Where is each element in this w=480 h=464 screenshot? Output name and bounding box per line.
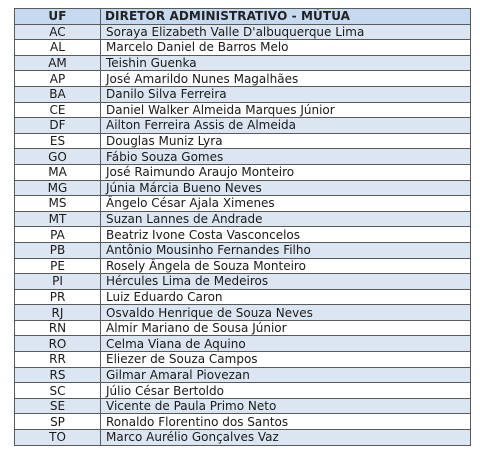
table-row	[15, 336, 471, 352]
directors-table	[14, 8, 471, 446]
state-code-cell: AL	[15, 40, 101, 56]
state-code-cell: RJ	[15, 305, 101, 321]
director-name-cell: José Raimundo Araujo Monteiro	[101, 164, 471, 180]
director-name-cell: Osvaldo Henrique de Souza Neves	[101, 305, 471, 321]
state-code-cell: RS	[15, 367, 101, 383]
state-code-cell: SP	[15, 414, 101, 430]
table-row	[15, 320, 471, 336]
table-row	[15, 367, 471, 383]
table-row	[15, 242, 471, 258]
state-code-cell: GO	[15, 149, 101, 165]
director-name-cell: Marcelo Daniel de Barros Melo	[101, 40, 471, 56]
state-code-cell: RN	[15, 320, 101, 336]
table-row	[15, 398, 471, 414]
table-row	[15, 102, 471, 118]
state-code-cell: AC	[15, 24, 101, 40]
director-name-cell: Vicente de Paula Primo Neto	[101, 398, 471, 414]
director-name-cell: Hércules Lima de Medeiros	[101, 274, 471, 290]
table-row	[15, 430, 471, 446]
state-code-cell: RO	[15, 336, 101, 352]
director-name-cell: Suzan Lannes de Andrade	[101, 211, 471, 227]
table-row	[15, 164, 471, 180]
table-row	[15, 24, 471, 40]
state-code-cell: PI	[15, 274, 101, 290]
director-name-cell: Ailton Ferreira Assis de Almeida	[101, 118, 471, 134]
state-code-cell: SE	[15, 398, 101, 414]
director-name-cell: José Amarildo Nunes Magalhães	[101, 71, 471, 87]
state-code-cell: TO	[15, 430, 101, 446]
director-name-cell: Daniel Walker Almeida Marques Júnior	[101, 102, 471, 118]
state-code-cell: DF	[15, 118, 101, 134]
table-row	[15, 211, 471, 227]
state-code-cell: BA	[15, 86, 101, 102]
table-row	[15, 289, 471, 305]
table-row	[15, 305, 471, 321]
table-row	[15, 55, 471, 71]
director-name-cell: Júnia Márcia Bueno Neves	[101, 180, 471, 196]
director-name-cell: Celma Viana de Aquino	[101, 336, 471, 352]
table-row	[15, 133, 471, 149]
table-row	[15, 71, 471, 87]
table-row	[15, 352, 471, 368]
state-code-cell: MA	[15, 164, 101, 180]
state-code-cell: MG	[15, 180, 101, 196]
header-row	[15, 9, 471, 25]
state-code-cell: RR	[15, 352, 101, 368]
director-name-cell: Ângelo César Ajala Ximenes	[101, 196, 471, 212]
table-row	[15, 86, 471, 102]
state-code-cell: AP	[15, 71, 101, 87]
state-code-cell: MS	[15, 196, 101, 212]
table-row	[15, 40, 471, 56]
column-header-uf: UF	[15, 9, 101, 25]
table-row	[15, 227, 471, 243]
director-name-cell: Beatriz Ivone Costa Vasconcelos	[101, 227, 471, 243]
director-name-cell: Eliezer de Souza Campos	[101, 352, 471, 368]
director-name-cell: Fábio Souza Gomes	[101, 149, 471, 165]
table-row	[15, 118, 471, 134]
director-name-cell: Luiz Eduardo Caron	[101, 289, 471, 305]
director-name-cell: Teishin Guenka	[101, 55, 471, 71]
state-code-cell: AM	[15, 55, 101, 71]
table-row	[15, 180, 471, 196]
director-name-cell: Almir Mariano de Sousa Júnior	[101, 320, 471, 336]
table-row	[15, 196, 471, 212]
state-code-cell: CE	[15, 102, 101, 118]
director-name-cell: Gilmar Amaral Piovezan	[101, 367, 471, 383]
director-name-cell: Antônio Mousinho Fernandes Filho	[101, 242, 471, 258]
table-body	[15, 24, 471, 445]
table-header	[15, 9, 471, 25]
table-row	[15, 149, 471, 165]
state-code-cell: PR	[15, 289, 101, 305]
director-name-cell: Marco Aurélio Gonçalves Vaz	[101, 430, 471, 446]
state-code-cell: ES	[15, 133, 101, 149]
state-code-cell: PE	[15, 258, 101, 274]
director-name-cell: Danilo Silva Ferreira	[101, 86, 471, 102]
state-code-cell: PB	[15, 242, 101, 258]
table-row	[15, 274, 471, 290]
state-code-cell: MT	[15, 211, 101, 227]
state-code-cell: PA	[15, 227, 101, 243]
table-row	[15, 258, 471, 274]
director-name-cell: Júlio César Bertoldo	[101, 383, 471, 399]
column-header-director: DIRETOR ADMINISTRATIVO - MÚTUA	[101, 9, 471, 25]
director-name-cell: Rosely Ângela de Souza Monteiro	[101, 258, 471, 274]
director-name-cell: Ronaldo Florentino dos Santos	[101, 414, 471, 430]
director-name-cell: Douglas Muniz Lyra	[101, 133, 471, 149]
director-name-cell: Soraya Elizabeth Valle D'albuquerque Lima	[101, 24, 471, 40]
table-row	[15, 383, 471, 399]
state-code-cell: SC	[15, 383, 101, 399]
table-row	[15, 414, 471, 430]
